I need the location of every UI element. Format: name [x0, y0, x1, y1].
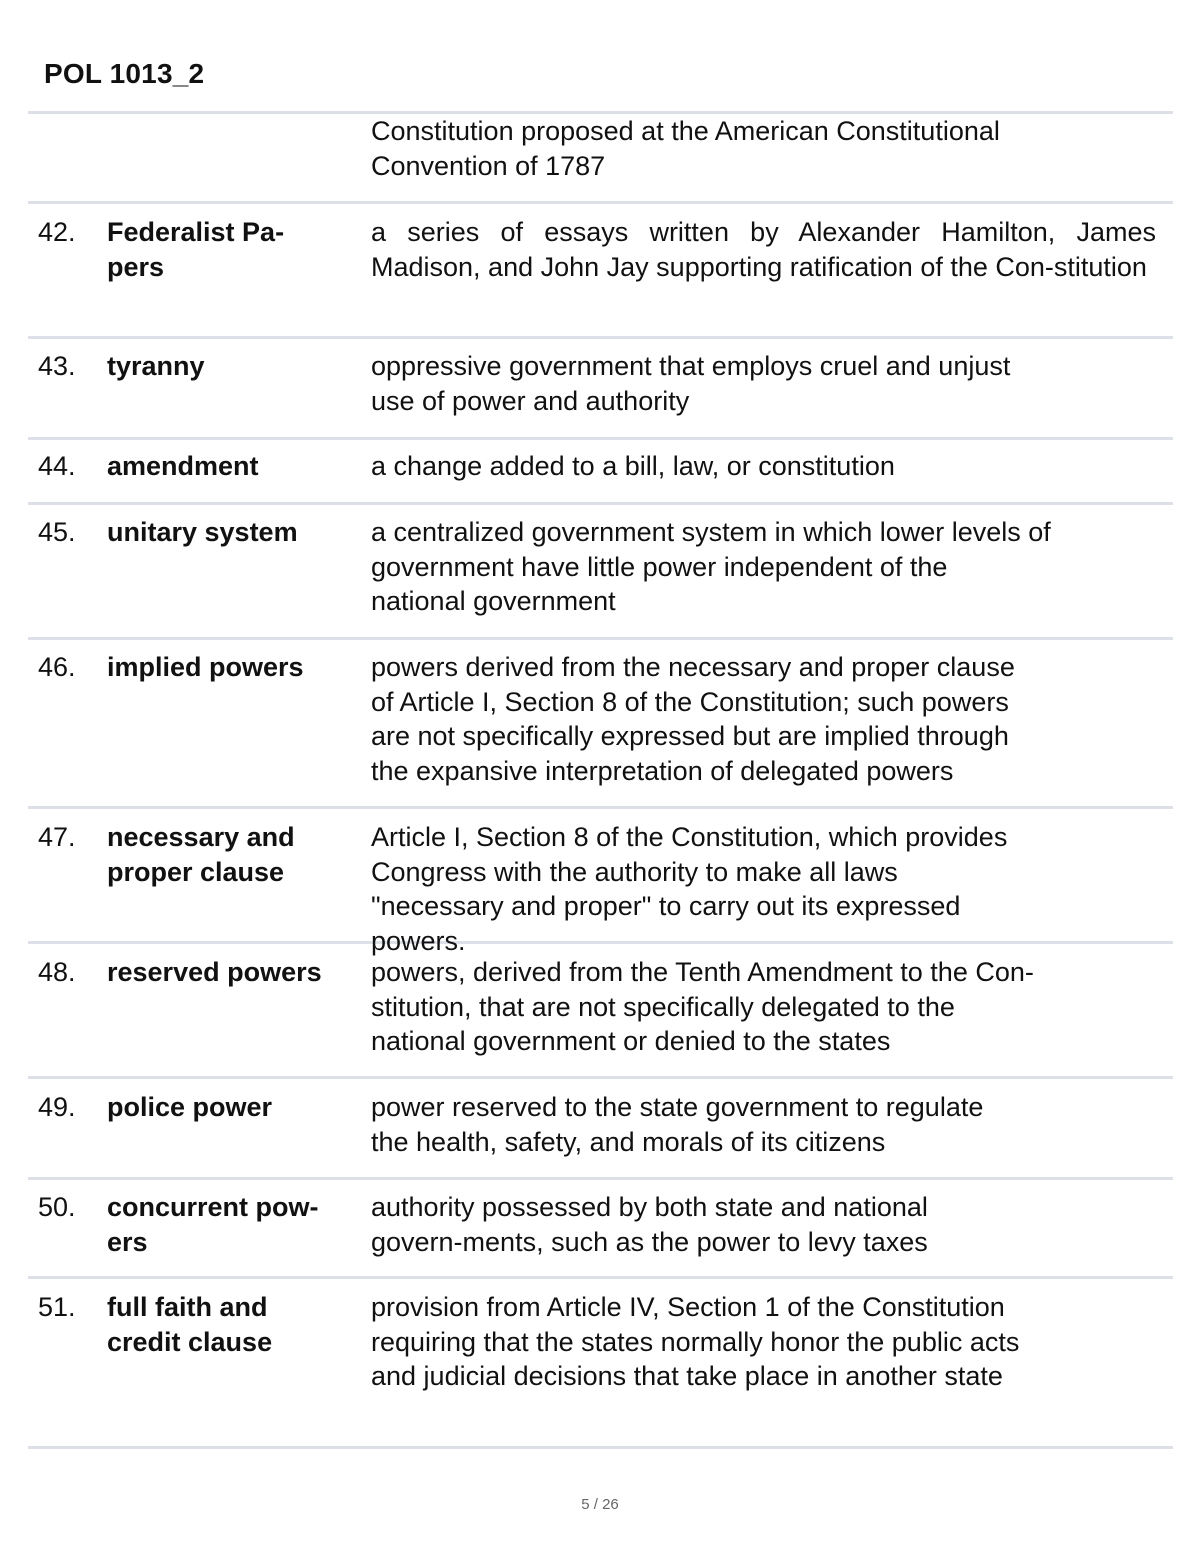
row-divider	[28, 1276, 1173, 1279]
row-divider	[28, 1446, 1173, 1449]
entry-number: 51.	[38, 1292, 76, 1322]
entry-term: unitary system	[107, 517, 298, 547]
document-title: POL 1013_2	[44, 58, 205, 89]
entry-term: necessary and proper clause	[107, 822, 295, 887]
entry-definition: power reserved to the state government to regulate the health, safety, and morals of its citizens	[371, 1092, 984, 1157]
entry-number: 47.	[38, 822, 76, 852]
entry-definition: a series of essays written by Alexander Hamilton, James Madison, and John Jay supporting ratification of the Con-stitution	[371, 217, 1156, 282]
row-divider	[28, 1177, 1173, 1180]
entry-term: implied powers	[107, 652, 304, 682]
entry-term: amendment	[107, 451, 259, 481]
entry-number: 45.	[38, 517, 76, 547]
row-divider	[28, 1076, 1173, 1079]
entry-definition: Article I, Section 8 of the Constitution, which provides Congress with the authority to make all laws "necessary and proper" to carry out its expressed powers.	[371, 822, 1008, 956]
entry-term: concurrent pow- ers	[107, 1192, 319, 1257]
entry-definition: a centralized government system in which lower levels of government have little power independent of the national government	[371, 517, 1051, 616]
entry-term: reserved powers	[107, 957, 322, 987]
entry-definition: Constitution proposed at the American Constitutional Convention of 1787	[371, 116, 1000, 181]
entry-number: 46.	[38, 652, 76, 682]
row-divider	[28, 637, 1173, 640]
entry-definition: provision from Article IV, Section 1 of the Constitution requiring that the states normally honor the public acts and judicial decisions that take place in another state	[371, 1292, 1020, 1391]
row-divider	[28, 806, 1173, 809]
entry-definition: oppressive government that employs cruel and unjust use of power and authority	[371, 351, 1011, 416]
entry-number: 44.	[38, 451, 76, 481]
entry-term: police power	[107, 1092, 273, 1122]
entry-term: Federalist Pa- pers	[107, 217, 285, 282]
entry-number: 43.	[38, 351, 76, 381]
entry-term: tyranny	[107, 351, 205, 381]
entry-definition: authority possessed by both state and national govern-ments, such as the power to levy taxes	[371, 1192, 928, 1257]
row-divider	[28, 502, 1173, 505]
row-divider	[28, 437, 1173, 440]
entry-definition: powers, derived from the Tenth Amendment to the Con- stitution, that are not specifically delegated to the national government or denied to the states	[371, 957, 1034, 1056]
page-number: 5 / 26	[581, 1496, 619, 1513]
row-divider	[28, 336, 1173, 339]
entry-term: full faith and credit clause	[107, 1292, 273, 1357]
entry-definition: a change added to a bill, law, or constitution	[371, 451, 895, 481]
entry-number: 42.	[38, 217, 76, 247]
entry-number: 50.	[38, 1192, 76, 1222]
entry-number: 49.	[38, 1092, 76, 1122]
entry-definition: powers derived from the necessary and proper clause of Article I, Section 8 of the Constitution; such powers are not specifically expressed but are implied through the expansive interpretation of delegated powers	[371, 652, 1015, 786]
row-divider	[28, 201, 1173, 204]
entry-number: 48.	[38, 957, 76, 987]
